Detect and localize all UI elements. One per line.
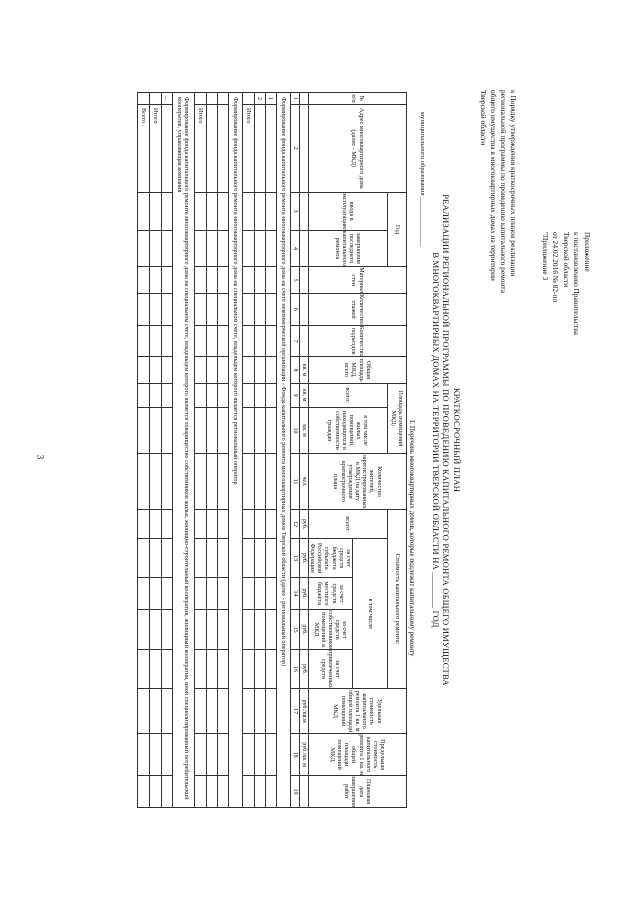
col-number: 9 (290, 383, 299, 407)
unit-cell: руб. (299, 509, 308, 539)
row-number: 1 (265, 93, 276, 105)
col-number: 19 (290, 776, 299, 808)
page-number: 3 (35, 454, 46, 460)
document-title (430, 160, 462, 720)
col-number: 17 (290, 689, 299, 734)
title-line: РЕАЛИЗАЦИИ РЕГИОНАЛЬНОЙ ПРОГРАММЫ ПО ПРОВЕДЕНИЮ КАПИТАЛЬНОГО РЕМОНТА ОБЩЕГО ИМУЩЕСТВА (441, 194, 452, 686)
header-cost-owners: за счет средств собственников помещений в МКД (308, 610, 352, 650)
header-cost-federal: за счет средств бюджета субъекта Российской Федерации (308, 539, 352, 577)
col-number: 3 (290, 192, 299, 230)
appendix-block (540, 232, 593, 492)
col-number: 14 (290, 577, 299, 609)
header-no: № п/п (308, 93, 406, 105)
col-number: 4 (290, 230, 299, 267)
row-number: ... (161, 93, 172, 105)
header-max-cost: Предельная стоимость капитального ремонта 1 кв. м общей площади помещений МКД (308, 734, 406, 776)
municipality-label: муниципального образования _______________ (419, 112, 426, 247)
order-text: к Порядку утверждения краткосрочных планов реализации региональной программы по проведению капитального ремонта общего имущества в многоквартирных домах на территории Тверской области (479, 90, 518, 294)
col-number: 18 (290, 734, 299, 776)
unit-cell: кв. м (299, 357, 308, 383)
row-number: 2 (254, 93, 265, 105)
col-number: 2 (290, 104, 299, 192)
header-premises-total: всего: (308, 383, 387, 407)
header-area-total: Общая площадь МКД, всего (308, 357, 406, 383)
band-regional-operator: Формирование фонда капитального ремонта многоквартирного дома на счете некоммерческой организации - Фонда капитального ремонта многоквартирных домов Тверской области (далее - региональный оператор) (276, 93, 290, 808)
unit-cell: руб. (299, 539, 308, 577)
unit-cell: руб./кв. м (299, 734, 308, 776)
col-number: 6 (290, 294, 299, 326)
header-cost-other: за счет привлеченных средств (308, 650, 352, 689)
header-cost-total: всего: (308, 509, 387, 539)
header-year: Год (388, 192, 407, 267)
header-wall: Материал стен (308, 267, 406, 294)
header-cost-local: за счет средств местного бюджета (308, 577, 352, 609)
header-address: Адрес многоквартирного дома (далее - МКД) (308, 104, 406, 192)
col-number: 7 (290, 325, 299, 357)
col-number: 12 (290, 509, 299, 539)
header-plan-date: Плановая дата завершения работ (308, 776, 406, 808)
itogo-label: Итого (194, 104, 206, 192)
col-number: 8 (290, 357, 299, 383)
appendix-line: Тверской области (562, 232, 571, 288)
itogo-label: Итого (149, 104, 161, 192)
header-residents: Количество жителей, зарегистрированных в МКД на дату утверждения краткосрочного плана (308, 454, 406, 509)
col-number: 15 (290, 610, 299, 650)
vsego-label: Всего (137, 104, 149, 192)
band-special-account-other: Формирование фонда капитального ремонта многоквартирного дома на специальном счете, владельцем которого является товарищество собственников жилья, жилищно-строительный кооператив, жилищный кооператив, иной специализированный потребительский кооператив, управляющая компания (172, 93, 194, 808)
appendix-line: "Приложение 3 (541, 232, 550, 281)
unit-cell: руб. (299, 577, 308, 609)
plan-table (137, 92, 407, 808)
title-line: В МНОГОКВАРТИРНЫХ ДОМАХ НА ТЕРРИТОРИИ ТВЕРСКОЙ ОБЛАСТИ НА ________ ГОД (430, 252, 441, 628)
col-number: 16 (290, 650, 299, 689)
band-special-account-operator: Формирование фонда капитального ремонта многоквартирного дома на специальном счете, владельцем которого является региональный оператор (228, 93, 242, 808)
header-premises: Площадь помещений МКД: (388, 383, 407, 454)
title-line: КРАТКОСРОЧНЫЙ ПЛАН (452, 387, 462, 493)
header-floors: Количество этажей (308, 294, 406, 326)
unit-cell: кв. м (299, 383, 308, 407)
section-heading: I. Перечень многоквартирных домов, которые подлежат капитальному ремонту (408, 420, 416, 657)
header-entrances: Количество подъездов (308, 325, 406, 357)
header-cost-incl: в том числе (353, 539, 388, 689)
itogo-label: Итого (242, 104, 254, 192)
unit-cell: руб. (299, 610, 308, 650)
unit-cell: руб. (299, 650, 308, 689)
header-year-commission: ввода в эксплуатацию (308, 192, 387, 230)
col-number: 13 (290, 539, 299, 577)
appendix-line: к постановлению Правительства (572, 232, 582, 335)
unit-cell: руб./кв.м (299, 689, 308, 734)
header-unit-cost: Удельная стоимость капитального ремонта 1 кв. м общей площади помещений МКД (308, 689, 406, 734)
col-number: 5 (290, 267, 299, 294)
col-number: 1 (290, 93, 299, 105)
unit-cell: кв. м (299, 407, 308, 454)
col-number: 11 (290, 454, 299, 509)
appendix-line: Приложение (583, 232, 592, 272)
unit-cell: чел. (299, 454, 308, 509)
header-year-repair: завершения последнего капитального ремонта (308, 230, 387, 267)
appendix-line: от 24.02.2016 № 82-пп (551, 232, 561, 303)
header-cost: Стоимость капитального ремонта: (388, 509, 407, 688)
col-number: 10 (290, 407, 299, 454)
header-premises-owned: в том числе жилых помещений, находящихся в собственности граждан (308, 407, 387, 454)
